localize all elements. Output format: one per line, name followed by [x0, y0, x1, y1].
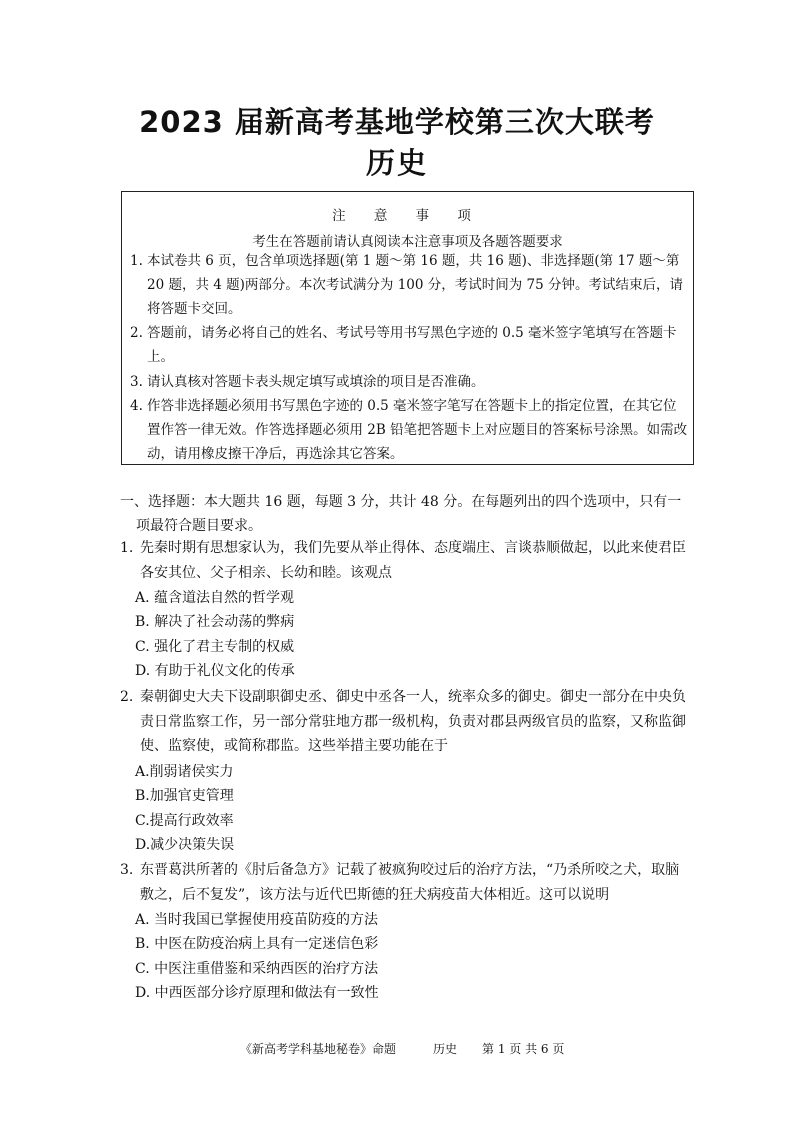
question-1-option-a: A. 蕴含道法自然的哲学观: [135, 590, 295, 606]
section-heading-text: 一、选择题：本大题共 16 题，每题 3 分，共计 48 分。在每题列出的四个选项中，只有一项最符合题目要求。: [120, 494, 682, 534]
question-3-option-c: C. 中医注重借鉴和采纳西医的治疗方法: [135, 961, 379, 977]
section-heading: [120, 490, 690, 538]
question-number: 2.: [120, 689, 134, 705]
question-1: [120, 536, 690, 585]
question-3-option-b: B. 中医在防疫治病上具有一定迷信色彩: [135, 936, 379, 952]
question-2-option-a: A.削弱诸侯实力: [135, 764, 234, 780]
notice-item-text: 请认真核对答题卡表头规定填写或填涂的项目是否准确。: [147, 374, 485, 390]
question-1-option-c: C. 强化了君主专制的权威: [135, 639, 295, 655]
notice-item-number: 2.: [130, 325, 143, 341]
notice-item-4: [130, 394, 690, 466]
question-2-option-c: C.提高行政效率: [135, 813, 234, 829]
question-stem: 先秦时期有思想家认为，我们先要从举止得体、态度端庄、言谈恭顺做起，以此来使君臣各安其位、父子相亲、长幼和睦。该观点: [140, 540, 686, 581]
notice-item-number: 3.: [130, 374, 143, 390]
question-2-option-d: D.减少决策失误: [135, 837, 235, 853]
question-stem: 秦朝御史大夫下设副职御史丞、御史中丞各一人，统率众多的御史。御史一部分在中央负责日常监察工作，另一部分常驻地方郡一级机构，负责对郡县两级官员的监察，又称监御使、监察使，或简称郡监。这些举措主要功能在于: [140, 689, 686, 754]
notice-item-3: [130, 370, 690, 394]
question-2: [120, 685, 690, 759]
notice-subheading: 考生在答题前请认真阅读本注意事项及各题答题要求: [252, 234, 563, 250]
notice-item-number: 1.: [130, 253, 143, 269]
question-3-option-a: A. 当时我国已掌握使用疫苗防疫的方法: [135, 912, 379, 928]
question-stem: 东晋葛洪所著的《肘后备急方》记载了被疯狗咬过后的治疗方法，“乃杀所咬之犬，取脑敷之，后不复发”，该方法与近代巴斯德的狂犬病疫苗大体相近。这可以说明: [140, 862, 680, 903]
question-3: [120, 858, 690, 907]
footer-subject: 历史: [433, 1042, 458, 1056]
subject-title: 历史: [365, 146, 428, 180]
question-2-option-b: B.加强官吏管理: [135, 788, 234, 804]
footer-page-number: 第 1 页 共 6 页: [482, 1042, 565, 1056]
notice-item-text: 答题前，请务必将自己的姓名、考试号等用书写黑色字迹的 0.5 毫米签字笔填写在答题卡上。: [147, 325, 677, 365]
notice-item-text: 本试卷共 6 页，包含单项选择题(第 1 题～第 16 题，共 16 题)、非选择题(第 17 题～第 20 题，共 4 题)两部分。本次考试满分为 100 分，考试时间为 75 分钟。考试结束后，请将答题卡交回。: [147, 253, 684, 317]
question-number: 1.: [120, 540, 134, 556]
question-number: 3.: [120, 862, 134, 878]
notice-item-number: 4.: [130, 398, 143, 414]
notice-item-1: [130, 249, 690, 321]
question-3-option-d: D. 中西医部分诊疗原理和做法有一致性: [135, 985, 379, 1001]
notice-item-2: [130, 321, 690, 369]
notice-box: [121, 191, 694, 465]
question-1-option-d: D. 有助于礼仪文化的传承: [135, 663, 295, 679]
question-1-option-b: B. 解决了社会动荡的弊病: [135, 614, 295, 630]
notice-heading: 注 意 事 项: [332, 208, 483, 224]
notice-item-text: 作答非选择题必须用书写黑色字迹的 0.5 毫米签字笔写在答题卡上的指定位置，在其它位置作答一律无效。作答选择题必须用 2B 铅笔把答题卡上对应题目的答案标号涂黑。如需改动，请用橡皮擦干净后，再选涂其它答案。: [147, 398, 688, 462]
exam-title: 2023 届新高考基地学校第三次大联考: [139, 105, 655, 139]
footer-source: 《新高考学科基地秘卷》命题: [240, 1042, 397, 1056]
